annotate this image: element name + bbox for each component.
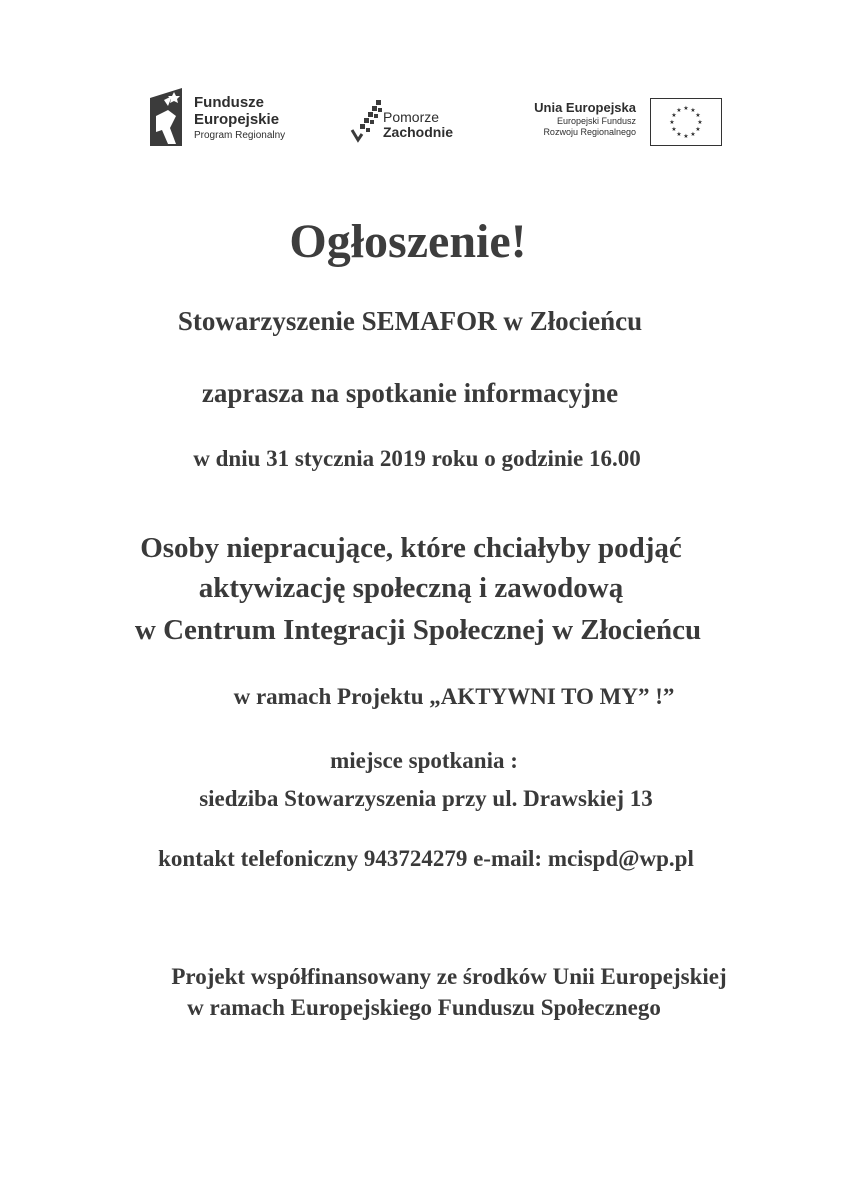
svg-text:★: ★ (671, 126, 677, 133)
funding-note-line-1: Projekt współfinansowany ze środków Unii Europejskiej (171, 964, 727, 989)
funding-note-line-2: w ramach Europejskiego Funduszu Społecznego (187, 995, 661, 1020)
pomorze-logo-line1: Pomorze (383, 109, 440, 125)
svg-text:★: ★ (695, 126, 701, 133)
svg-text:★: ★ (690, 131, 696, 138)
unia-logo-line1: Unia Europejska (534, 100, 636, 115)
target-group-line-1: Osoby niepracujące, które chciałyby podjąć (140, 532, 682, 564)
invitation-text: zaprasza na spotkanie informacyjne (201, 378, 619, 408)
eu-flag-icon (650, 98, 722, 146)
fundusze-logo-line2: Europejskie (194, 111, 280, 128)
svg-text:★: ★ (683, 105, 689, 112)
unia-logo-line3: Rozwoju Regionalnego (543, 127, 636, 137)
svg-text:★: ★ (669, 119, 675, 126)
project-name: w ramach Projektu „AKTYWNI TO MY” !” (233, 684, 675, 709)
svg-text:★: ★ (671, 112, 677, 119)
svg-text:★: ★ (683, 133, 689, 140)
svg-text:★: ★ (676, 131, 682, 138)
svg-text:★: ★ (690, 107, 696, 114)
unia-logo-line2: Europejski Fundusz (556, 116, 636, 126)
meeting-date: w dniu 31 stycznia 2019 roku o godzinie 16.00 (193, 446, 641, 471)
meeting-place-address: siedziba Stowarzyszenia przy ul. Drawskiej 13 (199, 786, 653, 811)
target-group-line-3: w Centrum Integracji Społecznej w Złocieńcu (134, 614, 702, 646)
pomorze-logo-line2: Zachodnie (383, 124, 454, 140)
svg-text:★: ★ (676, 107, 682, 114)
page-title: Ogłoszenie! (289, 215, 527, 268)
pomorze-zachodnie-emblem-icon (350, 96, 384, 146)
fundusze-logo-line1: Fundusze (194, 94, 264, 111)
fundusze-europejskie-emblem-icon (148, 86, 184, 148)
contact-info: kontakt telefoniczny 943724279 e-mail: mcispd@wp.pl (158, 846, 694, 871)
meeting-place-label: miejsce spotkania : (330, 748, 518, 773)
svg-text:★: ★ (695, 112, 701, 119)
organization-name: Stowarzyszenie SEMAFOR w Złocieńcu (177, 306, 643, 336)
unia-europejska-logo (510, 96, 724, 152)
target-group-line-2: aktywizację społeczną i zawodową (198, 572, 624, 604)
fundusze-logo-line3: Program Regionalny (194, 130, 286, 141)
logo-header (0, 0, 848, 170)
svg-text:★: ★ (697, 119, 703, 126)
